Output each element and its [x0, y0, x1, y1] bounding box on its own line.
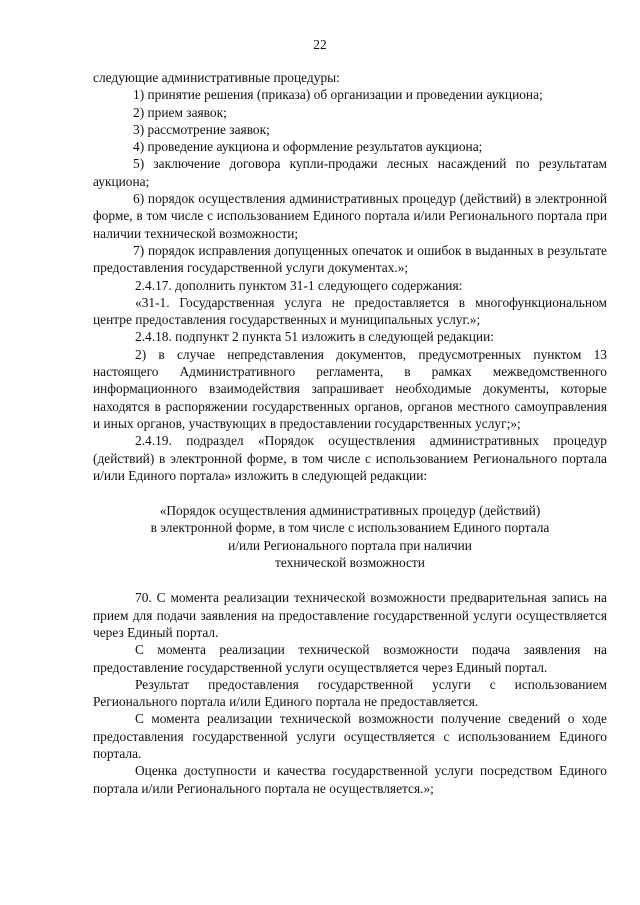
clause-70: 70. С момента реализации технической возможности предварительная запись на прием для подачи заявления на предоставление государственной услуги осуществляется через Единый портал.: [93, 590, 607, 640]
section-heading: [93, 502, 607, 571]
page-number: 22: [313, 37, 327, 52]
clause-31-1-text: «31-1. Государственная услуга не предоставляется в многофункциональном центре предоставления государственных и муниципальных услуг.»;: [93, 294, 607, 328]
paragraph-result: Результат предоставления государственной услуги с использованием Регионального портала и/или Единого портала не предоставляется.: [93, 676, 607, 710]
list-item-2: 2) прием заявок;: [133, 104, 227, 120]
paragraph-intro: следующие административные процедуры:: [93, 70, 340, 85]
list-item-7: 7) порядок исправления допущенных опечаток и ошибок в выданных в результате предоставления государственной услуги документах.»;: [93, 242, 607, 276]
paragraph-submission: С момента реализации технической возможности подача заявления на предоставление государственной услуги осуществляется через Единый портал.: [93, 642, 607, 675]
paragraph-quality-assessment: Оценка доступности и качества государственной услуги посредством Единого портала и/или Регионального портала не осуществляется.»;: [93, 763, 607, 796]
document-body: [93, 69, 607, 797]
list-item-4: 4) проведение аукциона и оформление результатов аукциона;: [133, 139, 483, 155]
clause-2-4-17: 2.4.17. дополнить пунктом 31-1 следующего содержания:: [135, 277, 463, 293]
clause-2-4-18: 2.4.18. подпункт 2 пункта 51 изложить в следующей редакции:: [135, 329, 494, 345]
spacer: [93, 571, 607, 589]
list-item-6: 6) порядок осуществления административных процедур (действий) в электронной форме, в том числе с использованием Единого портала и/или Регионального портала при наличии технической возможности;: [93, 191, 607, 241]
clause-2-4-19: 2.4.19. подраздел «Порядок осуществления административных процедур (действий) в электронной форме, в том числе с использованием Регионального портала и/или Единого портала» изложить в следующей редакции:: [93, 433, 607, 483]
list-item-5: 5) заключение договора купли-продажи лесных насаждений по результатам аукциона;: [93, 156, 607, 189]
section-heading-line-3: и/или Регионального портала при наличии: [228, 537, 472, 553]
spacer: [93, 484, 607, 502]
subclause-2-text: 2) в случае непредставления документов, предусмотренных пунктом 13 настоящего Административного регламента, в рамках межведомственного информационного взаимодействия запрашивает необходимые документы, которые находятся в распоряжении государственных органов, органов местного самоуправления и иных органов, участвующих в предоставлении государственных услуг;»;: [93, 346, 607, 431]
paragraph-status-info: С момента реализации технической возможности получение сведений о ходе предоставления государственной услуги осуществляется с использованием Единого портала.: [93, 711, 607, 761]
section-heading-line-4: технической возможности: [275, 555, 425, 571]
section-heading-line-1: «Порядок осуществления административных процедур (действий): [159, 503, 541, 519]
section-heading-line-2: в электронной форме, в том числе с использованием Единого портала: [150, 520, 550, 536]
list-item-1: 1) принятие решения (приказа) об организации и проведении аукциона;: [133, 87, 543, 103]
list-item-3: 3) рассмотрение заявок;: [133, 121, 270, 137]
